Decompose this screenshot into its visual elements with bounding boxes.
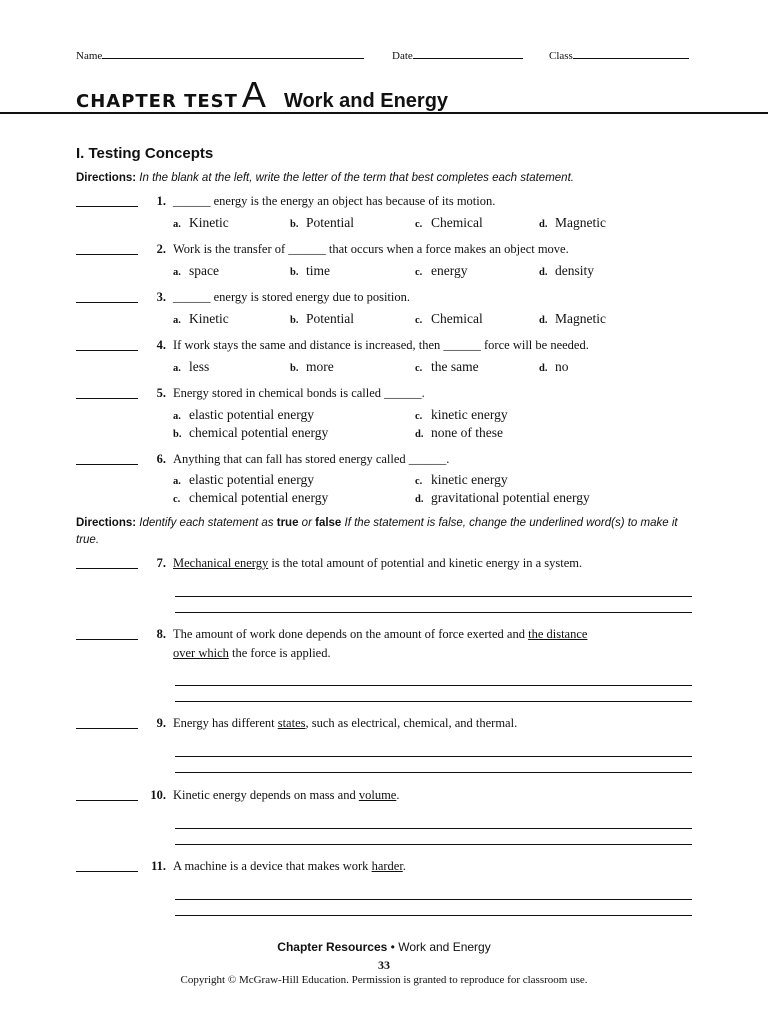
question-text: Kinetic energy depends on mass and volume. [173, 788, 400, 802]
answer-line[interactable] [175, 844, 692, 845]
option: a. elastic potential energy [173, 472, 314, 487]
option: c. kinetic energy [415, 472, 508, 487]
question-number: 7. [156, 556, 166, 570]
answer-blank[interactable] [76, 728, 138, 729]
answer-line[interactable] [175, 772, 692, 773]
option: b. Potential [290, 311, 354, 326]
question-number: 4. [156, 338, 166, 352]
answer-line[interactable] [175, 915, 692, 916]
option: d. Magnetic [539, 215, 606, 230]
answer-blank[interactable] [76, 464, 138, 465]
answer-blank[interactable] [76, 254, 138, 255]
question-number: 8. [156, 627, 166, 641]
class-field[interactable]: Class [549, 47, 689, 62]
option: a. Kinetic [173, 311, 229, 326]
directions-2: Directions: Identify each statement as true or false If the statement is false, change the underlined word(s) to make it true. [76, 517, 678, 546]
page-number: 33 [378, 958, 390, 972]
answer-blank[interactable] [76, 206, 138, 207]
question-text: A machine is a device that makes work harder. [173, 859, 406, 873]
option: a. less [173, 359, 210, 374]
question-text-continued: over which the force is applied. [173, 646, 331, 660]
answer-blank[interactable] [76, 800, 138, 801]
option: a. Kinetic [173, 215, 229, 230]
option: c. energy [415, 263, 468, 278]
question-text: ______ energy is the energy an object has because of its motion. [173, 194, 496, 208]
answer-line[interactable] [175, 899, 692, 900]
answer-blank[interactable] [76, 302, 138, 303]
question-number: 10. [150, 788, 166, 802]
question-text: Energy has different states, such as electrical, chemical, and thermal. [173, 716, 518, 730]
title-divider [0, 112, 768, 114]
option: d. Magnetic [539, 311, 606, 326]
chapter-test-label: CHAPTER TEST [76, 91, 238, 112]
option: b. chemical potential energy [173, 425, 329, 440]
date-field[interactable]: Date [392, 47, 523, 62]
answer-line[interactable] [175, 828, 692, 829]
option: b. Potential [290, 215, 354, 230]
option: c. chemical potential energy [173, 490, 329, 505]
question-text: Work is the transfer of ______ that occurs when a force makes an object move. [173, 242, 569, 256]
question-number: 5. [156, 386, 166, 400]
option: d. none of these [415, 425, 503, 440]
question-number: 3. [156, 290, 166, 304]
question-number: 1. [156, 194, 166, 208]
option: b. time [290, 263, 330, 278]
directions-1: Directions: In the blank at the left, write the letter of the term that best completes each statement. [76, 172, 574, 184]
option: a. space [173, 263, 219, 278]
question-number: 6. [156, 452, 166, 466]
question-text: Anything that can fall has stored energy called ______. [173, 452, 450, 466]
test-subject: Work and Energy [283, 90, 449, 112]
question-text: If work stays the same and distance is increased, then ______ force will be needed. [173, 338, 589, 352]
section-heading: I. Testing Concepts [76, 145, 214, 162]
test-letter: A [241, 74, 266, 115]
option: b. more [290, 359, 334, 374]
answer-blank[interactable] [76, 568, 138, 569]
option: d. no [539, 359, 569, 374]
answer-line[interactable] [175, 685, 692, 686]
answer-line[interactable] [175, 701, 692, 702]
question-text: ______ energy is stored energy due to position. [173, 290, 411, 304]
question-text: Energy stored in chemical bonds is called ______. [173, 386, 425, 400]
option: d. density [539, 263, 594, 278]
footer-resources: Chapter Resources • Work and Energy [277, 940, 491, 954]
answer-blank[interactable] [76, 639, 138, 640]
answer-blank[interactable] [76, 350, 138, 351]
answer-line[interactable] [175, 612, 692, 613]
copyright: Copyright © McGraw-Hill Education. Permission is granted to reproduce for classroom use. [180, 974, 588, 986]
option: d. gravitational potential energy [415, 490, 590, 505]
answer-line[interactable] [175, 596, 692, 597]
answer-blank[interactable] [76, 398, 138, 399]
option: c. Chemical [415, 311, 483, 326]
question-text: The amount of work done depends on the amount of force exerted and the distance [173, 627, 588, 641]
question-number: 2. [156, 242, 166, 256]
question-number: 9. [156, 716, 166, 730]
option: a. elastic potential energy [173, 407, 314, 422]
option: c. the same [415, 359, 479, 374]
question-text: Mechanical energy is the total amount of potential and kinetic energy in a system. [173, 556, 583, 570]
question-number: 11. [151, 859, 166, 873]
option: c. kinetic energy [415, 407, 508, 422]
page-title [76, 74, 448, 116]
option: c. Chemical [415, 215, 483, 230]
name-field[interactable]: Name [76, 47, 364, 62]
answer-blank[interactable] [76, 871, 138, 872]
answer-line[interactable] [175, 756, 692, 757]
